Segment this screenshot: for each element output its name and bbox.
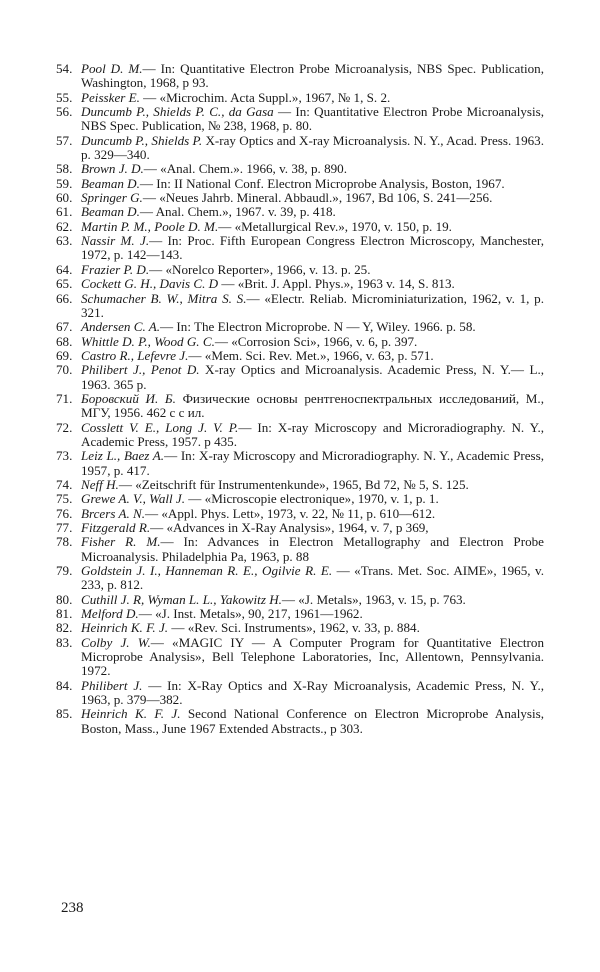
reference-number: 72. xyxy=(56,419,73,435)
reference-item xyxy=(56,191,544,205)
reference-item xyxy=(56,492,544,506)
reference-text xyxy=(81,263,544,277)
reference-citation: — «Electr. Reliab. Microminiaturization, 1962, v. 1, p. 321. xyxy=(81,290,545,320)
reference-text xyxy=(81,535,544,564)
reference-number: 64. xyxy=(56,261,73,277)
reference-item xyxy=(56,707,544,736)
bibliography-page xyxy=(56,62,544,736)
reference-item xyxy=(56,162,544,176)
reference-item xyxy=(56,607,544,621)
reference-number: 58. xyxy=(56,161,73,177)
reference-number: 83. xyxy=(56,634,73,650)
reference-text xyxy=(81,349,544,363)
reference-item xyxy=(56,335,544,349)
reference-citation: — «Microscopie electronique», 1970, v. 1, p. 1. xyxy=(185,491,439,507)
reference-item xyxy=(56,363,544,392)
reference-item xyxy=(56,449,544,478)
reference-item xyxy=(56,478,544,492)
reference-number: 85. xyxy=(56,706,73,722)
reference-authors: Cuthill J. R, Wyman L. L., Yakowitz H. xyxy=(81,591,282,607)
reference-item xyxy=(56,507,544,521)
reference-text xyxy=(81,707,544,736)
reference-number: 81. xyxy=(56,606,73,622)
reference-text xyxy=(81,449,544,478)
reference-citation: — «Trans. Met. Soc. AIME», 1965, v. 233, p. 812. xyxy=(81,563,544,593)
reference-number: 77. xyxy=(56,520,73,535)
reference-number: 57. xyxy=(56,132,73,148)
reference-authors: Leiz L., Baez A. xyxy=(81,448,165,464)
reference-authors: Melford D. xyxy=(81,606,139,622)
reference-citation: — «Advances in X-Ray Analysis», 1964, v. 7, p 369, xyxy=(150,520,429,535)
page-number: 238 xyxy=(61,900,84,916)
reference-text xyxy=(81,636,544,679)
reference-authors: Cockett G. H., Davis C. D xyxy=(81,276,219,292)
reference-authors: Duncumb P., Shields P. xyxy=(81,132,203,148)
reference-number: 61. xyxy=(56,204,73,220)
reference-number: 60. xyxy=(56,190,73,206)
reference-citation: — In: X-Ray Optics and X-Ray Microanalysis, Academic Press, N. Y., 1963, p. 379—382. xyxy=(81,677,544,708)
reference-authors: Springer G. xyxy=(81,190,143,206)
reference-item xyxy=(56,134,544,163)
reference-authors: Grewe A. V., Wall J. xyxy=(81,491,186,507)
reference-item xyxy=(56,220,544,234)
reference-citation: — In: Advances in Electron Metallography and Electron Probe Microanalysis. Philadelphia Pa, 1963, p. 88 xyxy=(81,534,544,564)
reference-citation: Физические основы рентгеноспектральных исследований, М., МГУ, 1956. 462 с с ил. xyxy=(81,390,544,421)
reference-citation: — «Norelco Reporter», 1966, v. 13. p. 25. xyxy=(149,261,371,277)
reference-authors: Pool D. M. xyxy=(81,61,143,76)
reference-number: 79. xyxy=(56,563,73,579)
reference-authors: Philibert J., Penot D. xyxy=(81,362,200,378)
reference-number: 75. xyxy=(56,491,73,507)
reference-text xyxy=(81,335,544,349)
reference-item xyxy=(56,62,544,91)
reference-item xyxy=(56,521,544,535)
reference-citation: — Anal. Chem.», 1967. v. 39, p. 418. xyxy=(139,204,336,220)
reference-authors: Frazier P. D. xyxy=(81,261,150,277)
reference-item xyxy=(56,320,544,334)
reference-text xyxy=(81,191,544,205)
reference-citation: — In: II National Conf. Electron Microprobe Analysis, Boston, 1967. xyxy=(139,175,505,191)
reference-list xyxy=(56,62,544,736)
reference-authors: Fisher R. M. xyxy=(81,534,161,550)
reference-authors: Goldstein J. I., Hanneman R. E., Ogilvie R. E. xyxy=(81,563,333,579)
reference-authors: Cosslett V. E., Long J. V. P. xyxy=(81,419,239,435)
reference-item xyxy=(56,205,544,219)
reference-text xyxy=(81,162,544,176)
reference-item xyxy=(56,593,544,607)
reference-text xyxy=(81,564,544,593)
reference-citation: — «J. Metals», 1963, v. 15, p. 763. xyxy=(281,591,466,607)
reference-text xyxy=(81,177,544,191)
reference-authors: Neff H. xyxy=(81,476,119,492)
reference-item xyxy=(56,535,544,564)
reference-item xyxy=(56,91,544,105)
reference-number: 84. xyxy=(56,677,73,693)
reference-authors: Brown J. D. xyxy=(81,161,144,177)
reference-number: 74. xyxy=(56,476,73,492)
reference-citation: — «Brit. J. Appl. Phys.», 1963 v. 14, S. 813. xyxy=(218,276,455,292)
reference-item xyxy=(56,277,544,291)
reference-item xyxy=(56,621,544,635)
reference-citation: — In: Quantitative Electron Probe Microanalysis, NBS Spec. Publication, № 238, 1968, p. 80. xyxy=(81,104,544,134)
reference-citation: — In: Quantitative Electron Probe Microanalysis, NBS Spec. Publication, Washington, 1968, p 93. xyxy=(81,61,544,91)
reference-text xyxy=(81,220,544,234)
reference-authors: Whittle D. P., Wood G. C. xyxy=(81,333,215,349)
reference-text xyxy=(81,492,544,506)
reference-citation: Second National Conference on Electron Microprobe Analysis, Boston, Mass., June 1967 Extended Abstracts., p 303. xyxy=(81,706,544,736)
reference-number: 68. xyxy=(56,333,73,349)
reference-citation: — «Neues Jahrb. Mineral. Abbaudl.», 1967, Bd 106, S. 241—256. xyxy=(142,190,493,206)
reference-citation: — «J. Inst. Metals», 90, 217, 1961—1962. xyxy=(138,606,363,622)
reference-authors: Colby J. W. xyxy=(81,634,151,650)
reference-citation: — «Rev. Sci. Instruments», 1962, v. 33, p. 884. xyxy=(168,620,420,636)
reference-authors: Martin P. M., Poole D. M. xyxy=(81,218,219,234)
reference-item xyxy=(56,349,544,363)
reference-text xyxy=(81,421,544,450)
reference-citation: — «MAGIC IY — A Computer Program for Quantitative Electron Microprobe Analysis», Bell Telephone Laboratories, Inc, Allentown, Pennsylvania. 1972. xyxy=(81,634,544,679)
reference-text xyxy=(81,679,544,708)
reference-text xyxy=(81,521,544,535)
reference-item xyxy=(56,263,544,277)
reference-number: 73. xyxy=(56,448,73,464)
reference-authors: Duncumb P., Shields P. C., da Gasa xyxy=(81,104,274,120)
reference-authors: Brcers A. N. xyxy=(81,505,146,521)
reference-citation: — In: X-ray Microscopy and Microradiography. N. Y., Academic Press, 1957. p 435. xyxy=(81,419,544,449)
reference-text xyxy=(81,363,544,392)
reference-text xyxy=(81,320,544,334)
reference-item xyxy=(56,292,544,321)
reference-item xyxy=(56,636,544,679)
reference-text xyxy=(81,277,544,291)
reference-number: 76. xyxy=(56,505,73,521)
reference-authors: Heinrich K. F. J. xyxy=(81,706,181,722)
reference-text xyxy=(81,607,544,621)
reference-citation: — «Appl. Phys. Lett», 1973, v. 22, № 11, p. 610—612. xyxy=(145,505,436,521)
reference-citation: X-ray Optics and X-ray Microanalysis. N. Y., Acad. Press. 1963. p. 329—340. xyxy=(81,132,544,163)
reference-number: 82. xyxy=(56,620,73,636)
reference-citation: — In: X-ray Microscopy and Microradiography. N. Y., Academic Press, 1957, p. 417. xyxy=(81,448,544,478)
reference-citation: — «Anal. Chem.». 1966, v. 38, p. 890. xyxy=(143,161,347,177)
reference-authors: Боровский И. Б. xyxy=(81,390,176,406)
reference-citation: — «Metallurgical Rev.», 1970, v. 150, p. 19. xyxy=(218,218,452,234)
reference-authors: Philibert J. xyxy=(81,677,143,693)
reference-number: 70. xyxy=(56,362,73,378)
reference-citation: — In: The Electron Microprobe. N — Y, Wiley. 1966. p. 58. xyxy=(160,319,476,335)
reference-citation: — «Mem. Sci. Rev. Met.», 1966, v. 63, p. 571. xyxy=(188,347,434,363)
reference-number: 80. xyxy=(56,591,73,607)
reference-item xyxy=(56,421,544,450)
reference-item xyxy=(56,105,544,134)
reference-text xyxy=(81,478,544,492)
reference-number: 65. xyxy=(56,276,73,292)
reference-citation: — «Zeitschrift für Instrumentenkunde», 1965, Bd 72, № 5, S. 125. xyxy=(118,476,469,492)
reference-citation: X-ray Optics and Microanalysis. Academic Press, N. Y.— L., 1963. 365 p. xyxy=(81,362,544,392)
reference-item xyxy=(56,177,544,191)
reference-item xyxy=(56,392,544,421)
reference-text xyxy=(81,392,544,421)
reference-text xyxy=(81,507,544,521)
reference-citation: — In: Proc. Fifth European Congress Electron Microscopy, Manchester, 1972, p. 142—143. xyxy=(81,233,544,263)
reference-item xyxy=(56,234,544,263)
reference-authors: Fitzgerald R. xyxy=(81,520,151,535)
reference-citation: — «Corrosion Sci», 1966, v. 6, p. 397. xyxy=(214,333,418,349)
reference-number: 55. xyxy=(56,89,73,105)
reference-number: 67. xyxy=(56,319,73,335)
reference-authors: Beaman D. xyxy=(81,175,140,191)
reference-number: 62. xyxy=(56,218,73,234)
reference-item xyxy=(56,564,544,593)
reference-text xyxy=(81,621,544,635)
reference-text xyxy=(81,105,544,134)
reference-number: 69. xyxy=(56,347,73,363)
reference-number: 59. xyxy=(56,175,73,191)
reference-number: 66. xyxy=(56,290,73,306)
reference-citation: — «Microchim. Acta Suppl.», 1967, № 1, S. 2. xyxy=(139,89,391,105)
reference-text xyxy=(81,234,544,263)
reference-authors: Peissker E. xyxy=(81,89,140,105)
reference-authors: Beaman D. xyxy=(81,204,140,220)
reference-text xyxy=(81,205,544,219)
reference-text xyxy=(81,91,544,105)
reference-text xyxy=(81,593,544,607)
reference-text xyxy=(81,62,544,91)
reference-number: 63. xyxy=(56,233,73,249)
reference-number: 71. xyxy=(56,390,73,406)
reference-authors: Schumacher B. W., Mitra S. S. xyxy=(81,290,247,306)
reference-authors: Nassir M. J. xyxy=(81,233,150,249)
reference-number: 78. xyxy=(56,534,73,550)
reference-authors: Heinrich K. F. J. xyxy=(81,620,169,636)
reference-text xyxy=(81,134,544,163)
reference-number: 56. xyxy=(56,104,73,120)
reference-number: 54. xyxy=(56,61,73,76)
reference-text xyxy=(81,292,544,321)
reference-item xyxy=(56,679,544,708)
reference-authors: Andersen C. A. xyxy=(81,319,161,335)
reference-authors: Castro R., Lefevre J. xyxy=(81,347,189,363)
